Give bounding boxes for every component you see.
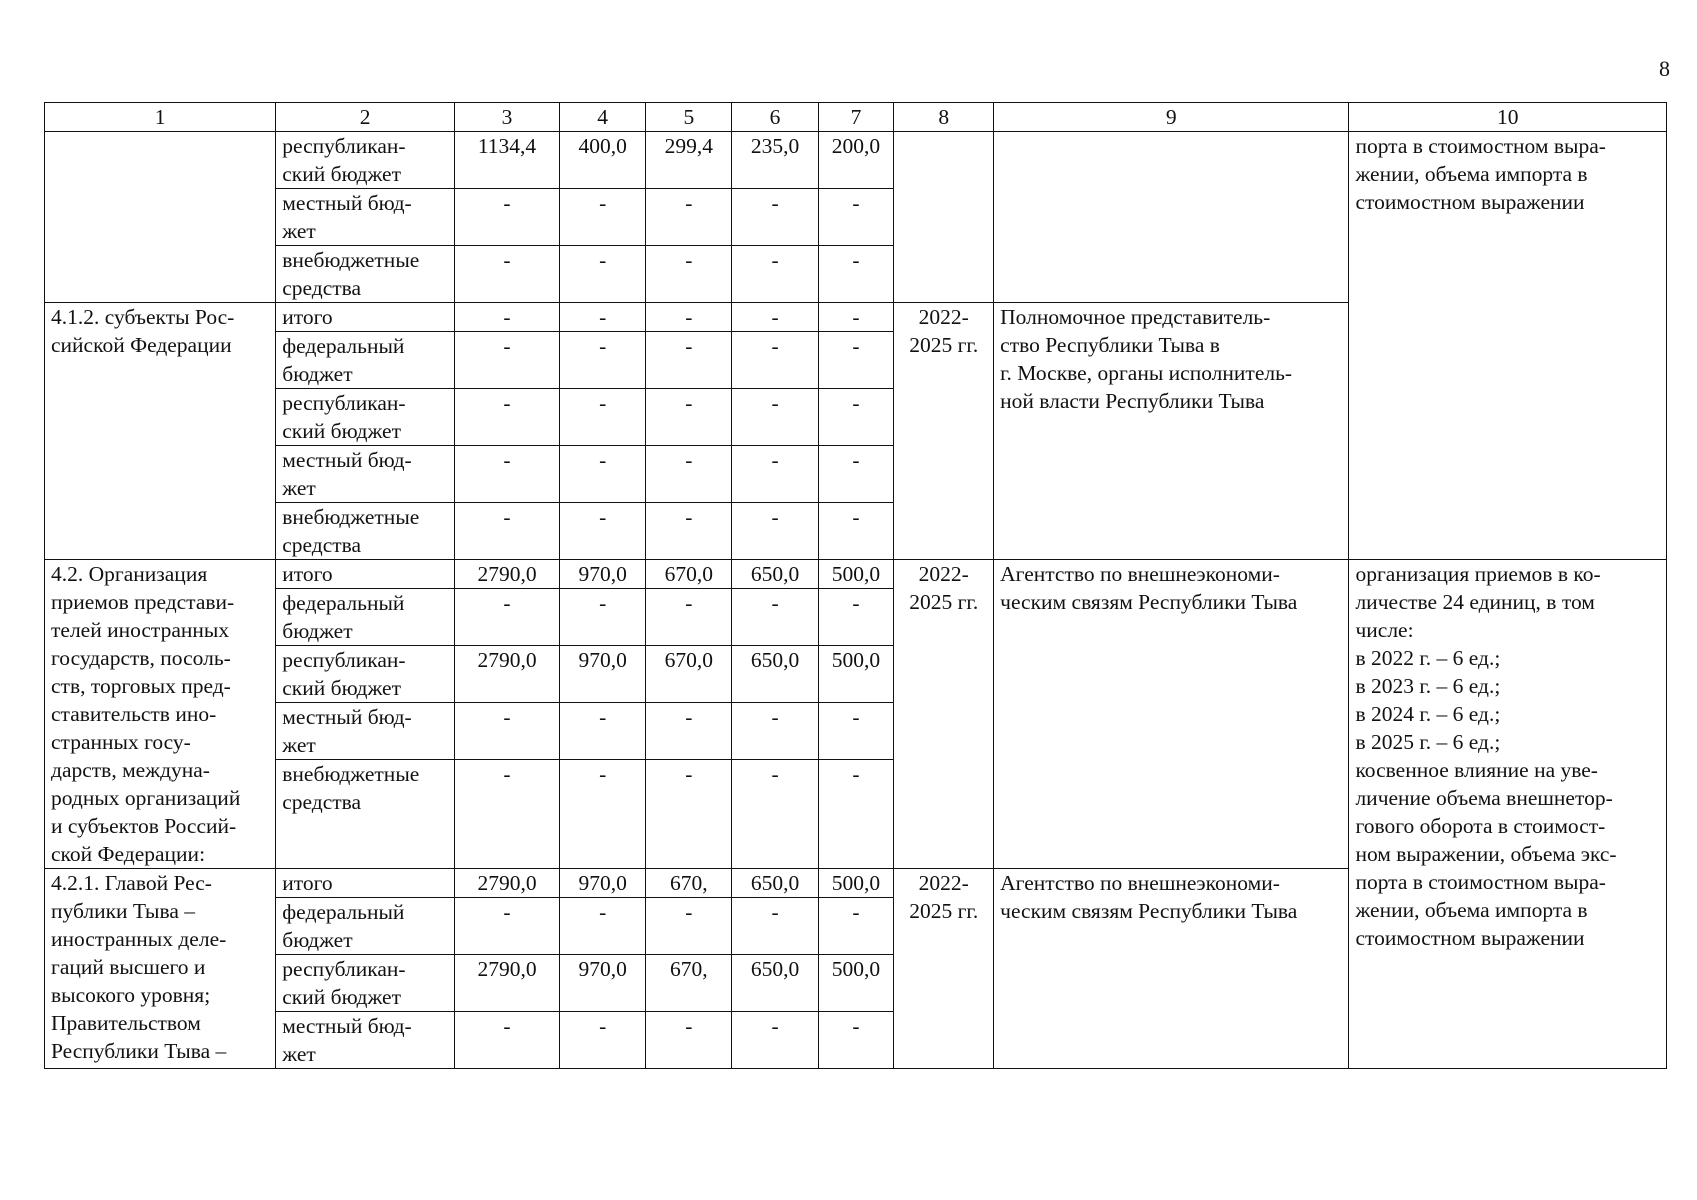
header-row [45, 103, 1667, 132]
header-col-9: 9 [994, 103, 1349, 132]
funding-source: внебюджетные средства [276, 246, 455, 303]
activity-name: 4.2. Организация приемов представи- телей иностранных государств, посоль- ств, торговых пред- ставительств ино- странных госу- дарств, междуна- родных организаций и субъектов Россий- ской Федерации: [45, 560, 276, 869]
value-2022: - [560, 703, 646, 760]
header-col-7: 7 [818, 103, 894, 132]
value-2023: 299,4 [646, 132, 732, 189]
result-cell: порта в стоимостном выра- жении, объема импорта в стоимостном выражении [1349, 132, 1667, 560]
result-cell: организация приемов в ко- личестве 24 единиц, в том числе: в 2022 г. – 6 ед.; в 2023 г. – 6 ед.; в 2024 г. – 6 ед.; в 2025 г. – 6 ед.; косвенное влияние на уве- личение объема внешнетор- гового оборота в стоимост- ном выражении, объема экс- порта в стоимостном выра- жении, объема импорта в стоимостном выражении [1349, 560, 1667, 1069]
funding-source: республикан- ский бюджет [276, 955, 455, 1012]
value-2025: - [818, 898, 894, 955]
term-cell: 2022- 2025 гг. [894, 869, 994, 1069]
value-2024: - [732, 589, 818, 646]
program-table [44, 102, 1667, 1069]
value-2024: - [732, 503, 818, 560]
value-2022: - [560, 389, 646, 446]
funding-source: республикан- ский бюджет [276, 132, 455, 189]
value-2025: - [818, 760, 894, 869]
value-2022: - [560, 589, 646, 646]
value-2022: - [560, 898, 646, 955]
header-col-6: 6 [732, 103, 818, 132]
value-total: - [454, 246, 559, 303]
funding-source: местный бюд- жет [276, 703, 455, 760]
value-2023: - [646, 189, 732, 246]
value-total: - [454, 589, 559, 646]
value-2023: - [646, 332, 732, 389]
header-col-5: 5 [646, 103, 732, 132]
value-2023: - [646, 503, 732, 560]
value-2025: 500,0 [818, 560, 894, 589]
value-2025: - [818, 703, 894, 760]
value-total: - [454, 898, 559, 955]
activity-name: 4.1.2. субъекты Рос- сийской Федерации [45, 303, 276, 560]
value-2023: - [646, 589, 732, 646]
value-2024: - [732, 703, 818, 760]
value-2023: - [646, 303, 732, 332]
funding-source: внебюджетные средства [276, 503, 455, 560]
value-total: - [454, 1012, 559, 1069]
funding-source: местный бюд- жет [276, 446, 455, 503]
header-col-8: 8 [894, 103, 994, 132]
value-2024: - [732, 898, 818, 955]
value-2022: - [560, 303, 646, 332]
value-2024: - [732, 303, 818, 332]
value-2024: 235,0 [732, 132, 818, 189]
funding-source: федеральный бюджет [276, 332, 455, 389]
funding-source: местный бюд- жет [276, 189, 455, 246]
value-2023: - [646, 898, 732, 955]
value-2024: - [732, 760, 818, 869]
header-col-4: 4 [560, 103, 646, 132]
value-2024: - [732, 1012, 818, 1069]
value-total: - [454, 189, 559, 246]
term-cell: 2022- 2025 гг. [894, 303, 994, 560]
header-col-10: 10 [1349, 103, 1667, 132]
value-2024: 650,0 [732, 646, 818, 703]
term-cell-empty [894, 132, 994, 303]
funding-source: местный бюд- жет [276, 1012, 455, 1069]
table-row [45, 560, 1667, 589]
value-2023: - [646, 446, 732, 503]
funding-source: республикан- ский бюджет [276, 389, 455, 446]
value-total: - [454, 760, 559, 869]
value-total: 2790,0 [454, 560, 559, 589]
term-cell: 2022- 2025 гг. [894, 560, 994, 869]
value-2022: - [560, 760, 646, 869]
header-col-2: 2 [276, 103, 455, 132]
value-total: 2790,0 [454, 955, 559, 1012]
value-2022: - [560, 246, 646, 303]
value-2025: - [818, 332, 894, 389]
executor-cell: Агентство по внешнеэкономи- ческим связям Республики Тыва [994, 869, 1349, 1069]
value-2022: - [560, 332, 646, 389]
value-total: - [454, 503, 559, 560]
value-total: - [454, 389, 559, 446]
value-2024: 650,0 [732, 869, 818, 898]
value-2023: - [646, 760, 732, 869]
value-2025: - [818, 389, 894, 446]
header-col-3: 3 [454, 103, 559, 132]
value-2024: - [732, 246, 818, 303]
value-total: - [454, 446, 559, 503]
value-2022: 970,0 [560, 955, 646, 1012]
value-2022: 970,0 [560, 869, 646, 898]
value-2024: - [732, 189, 818, 246]
value-2022: 970,0 [560, 560, 646, 589]
funding-source: итого [276, 560, 455, 589]
activity-name: 4.2.1. Главой Рес- публики Тыва – иностранных деле- гаций высшего и высокого уровня; Правительством Республики Тыва – [45, 869, 276, 1069]
value-2025: - [818, 446, 894, 503]
value-total: - [454, 703, 559, 760]
value-2023: 670,0 [646, 646, 732, 703]
funding-source: федеральный бюджет [276, 589, 455, 646]
value-2023: 670, [646, 869, 732, 898]
value-2024: 650,0 [732, 955, 818, 1012]
value-2024: 650,0 [732, 560, 818, 589]
value-2025: - [818, 189, 894, 246]
value-2023: 670,0 [646, 560, 732, 589]
value-2025: - [818, 1012, 894, 1069]
funding-source: федеральный бюджет [276, 898, 455, 955]
value-2023: - [646, 1012, 732, 1069]
executor-cell: Полномочное представитель- ство Республики Тыва в г. Москве, органы исполнитель- ной власти Республики Тыва [994, 303, 1349, 560]
funding-source: внебюджетные средства [276, 760, 455, 869]
value-2025: 200,0 [818, 132, 894, 189]
value-2025: - [818, 303, 894, 332]
value-2022: - [560, 1012, 646, 1069]
value-2024: - [732, 446, 818, 503]
header-col-1: 1 [45, 103, 276, 132]
table-row [45, 132, 1667, 189]
value-2023: - [646, 389, 732, 446]
value-2023: - [646, 703, 732, 760]
value-2023: 670, [646, 955, 732, 1012]
value-2024: - [732, 332, 818, 389]
executor-cell: Агентство по внешнеэкономи- ческим связям Республики Тыва [994, 560, 1349, 869]
value-2022: 400,0 [560, 132, 646, 189]
funding-source: итого [276, 869, 455, 898]
value-2025: - [818, 589, 894, 646]
value-2025: 500,0 [818, 869, 894, 898]
value-2022: - [560, 189, 646, 246]
value-2025: 500,0 [818, 955, 894, 1012]
value-total: - [454, 332, 559, 389]
value-2022: - [560, 503, 646, 560]
funding-source: итого [276, 303, 455, 332]
value-2025: - [818, 503, 894, 560]
value-2023: - [646, 246, 732, 303]
value-total: 2790,0 [454, 646, 559, 703]
value-2025: 500,0 [818, 646, 894, 703]
value-total: - [454, 303, 559, 332]
page-number: 8 [1659, 56, 1670, 81]
value-2022: - [560, 446, 646, 503]
value-2022: 970,0 [560, 646, 646, 703]
value-total: 2790,0 [454, 869, 559, 898]
funding-source: республикан- ский бюджет [276, 646, 455, 703]
name-cell-empty [45, 132, 276, 303]
value-2025: - [818, 246, 894, 303]
value-total: 1134,4 [454, 132, 559, 189]
value-2024: - [732, 389, 818, 446]
executor-cell-empty [994, 132, 1349, 303]
